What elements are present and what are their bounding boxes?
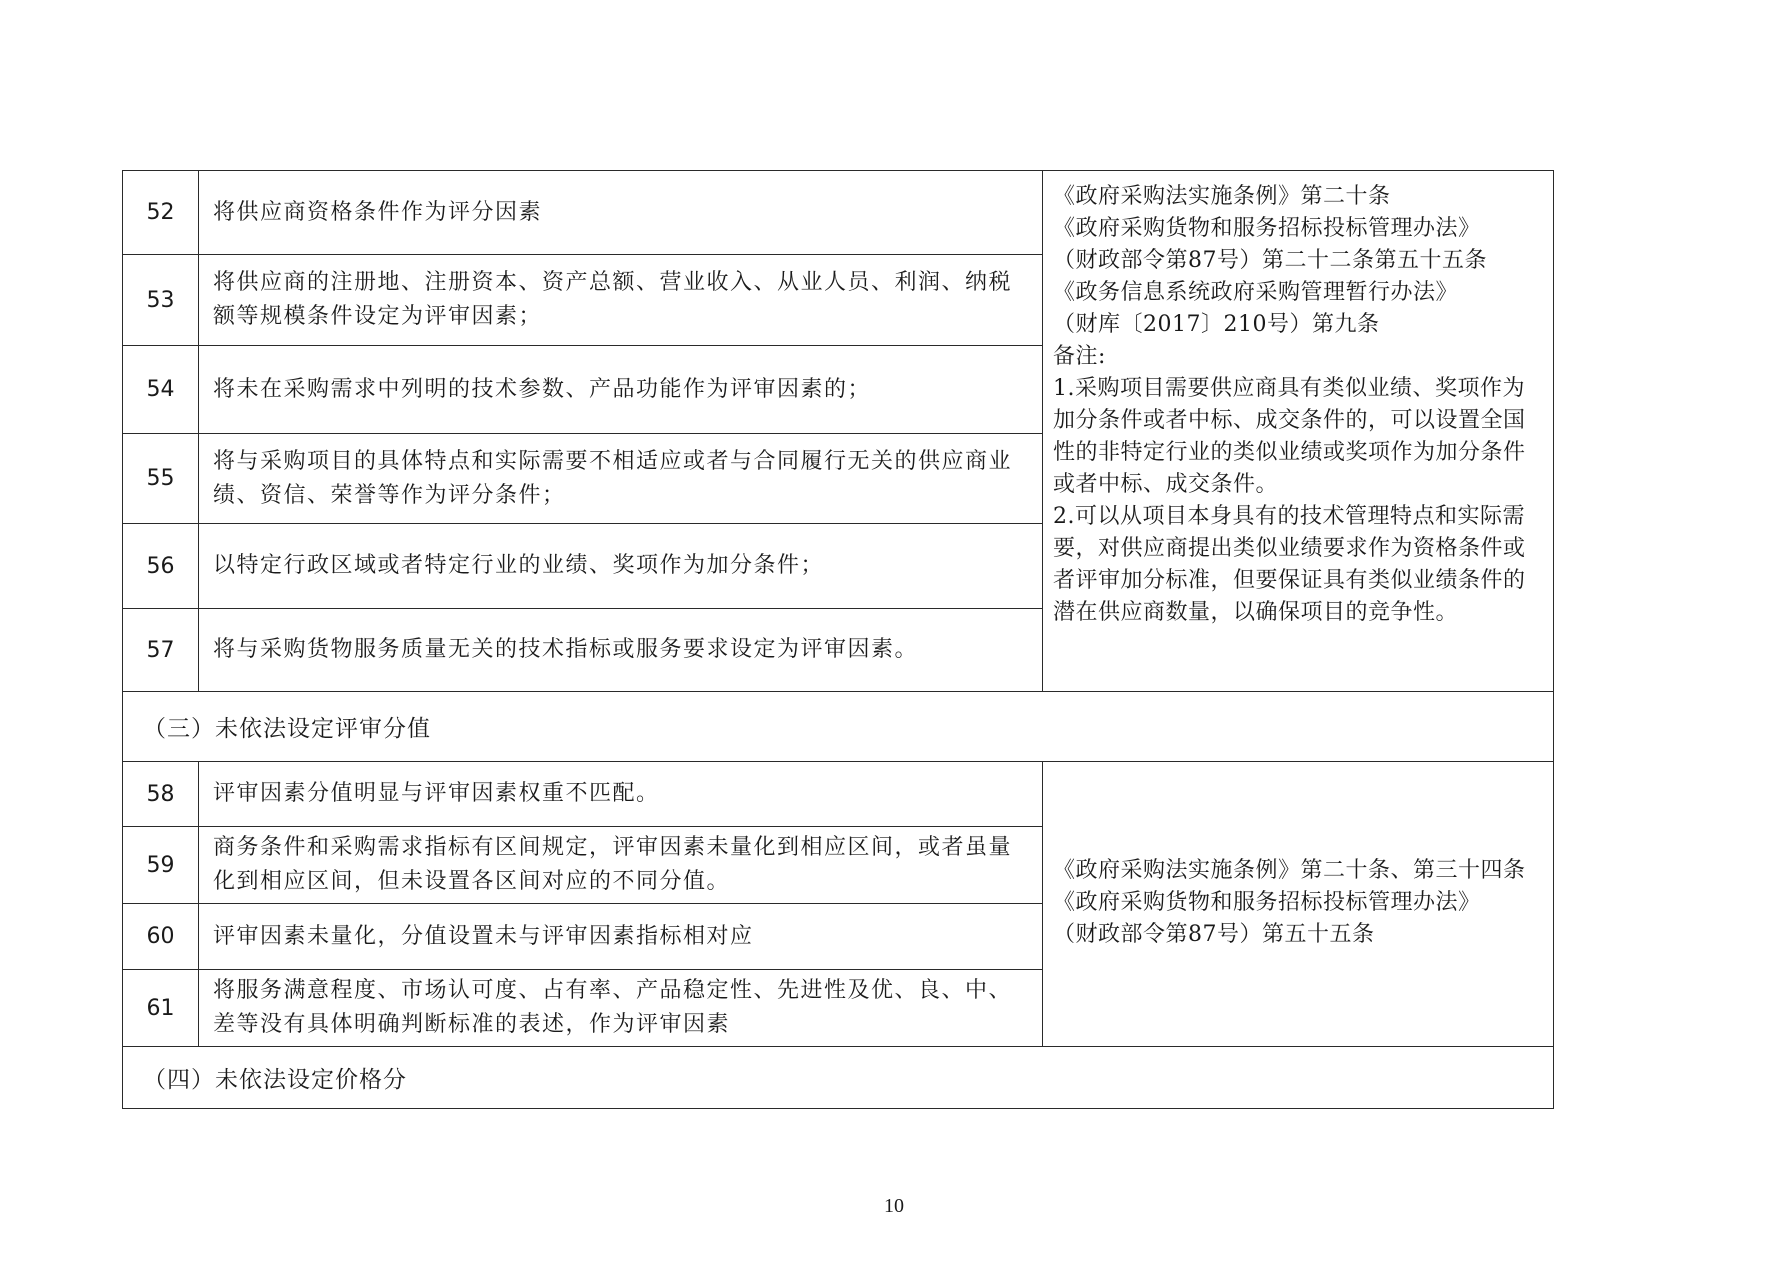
- row-number: 58: [123, 762, 199, 827]
- row-description: 将服务满意程度、市场认可度、占有率、产品稳定性、先进性及优、良、中、差等没有具体明确判断标准的表述，作为评审因素: [199, 970, 1043, 1047]
- section-row: [123, 692, 1554, 762]
- remark-item: 2.可以从项目本身具有的技术管理特点和实际需要，对供应商提出类似业绩要求作为资格条件或者评审加分标准，但要保证具有类似业绩条件的潜在供应商数量，以确保项目的竞争性。: [1053, 504, 1526, 625]
- row-description: 将供应商资格条件作为评分因素: [199, 171, 1043, 255]
- row-description: 将与采购货物服务质量无关的技术指标或服务要求设定为评审因素。: [199, 609, 1043, 692]
- table-row: [123, 171, 1554, 255]
- basis-line: 《政府采购货物和服务招标投标管理办法》: [1053, 216, 1481, 241]
- remark-item: 1.采购项目需要供应商具有类似业绩、奖项作为加分条件或者中标、成交条件的，可以设置全国性的非特定行业的类似业绩或奖项作为加分条件或者中标、成交条件。: [1053, 376, 1526, 497]
- row-description: 评审因素分值明显与评审因素权重不匹配。: [199, 762, 1043, 827]
- legal-basis-cell: [1043, 171, 1554, 692]
- row-description: 将未在采购需求中列明的技术参数、产品功能作为评审因素的；: [199, 346, 1043, 434]
- row-description: 商务条件和采购需求指标有区间规定，评审因素未量化到相应区间，或者虽量化到相应区间，但未设置各区间对应的不同分值。: [199, 827, 1043, 904]
- row-description: 将与采购项目的具体特点和实际需要不相适应或者与合同履行无关的供应商业绩、资信、荣誉等作为评分条件；: [199, 434, 1043, 524]
- row-description: 以特定行政区域或者特定行业的业绩、奖项作为加分条件；: [199, 524, 1043, 609]
- basis-line: （财政部令第87号）第五十五条: [1053, 922, 1375, 947]
- basis-line: 《政府采购法实施条例》第二十条、第三十四条: [1053, 858, 1526, 883]
- remarks-heading: 备注:: [1053, 344, 1106, 369]
- row-number: 54: [123, 346, 199, 434]
- table-row: [123, 762, 1554, 827]
- section-heading: （四）未依法设定价格分: [123, 1047, 1554, 1109]
- basis-line: （财库〔2017〕210号）第九条: [1053, 312, 1380, 337]
- row-number: 57: [123, 609, 199, 692]
- section-row: [123, 1047, 1554, 1109]
- row-number: 56: [123, 524, 199, 609]
- row-number: 55: [123, 434, 199, 524]
- row-number: 52: [123, 171, 199, 255]
- basis-line: 《政府采购法实施条例》第二十条: [1053, 184, 1391, 209]
- page-number: 10: [884, 1195, 904, 1217]
- row-description: 评审因素未量化，分值设置未与评审因素指标相对应: [199, 904, 1043, 970]
- row-number: 60: [123, 904, 199, 970]
- basis-line: （财政部令第87号）第二十二条第五十五条: [1053, 248, 1487, 273]
- regulation-table: [122, 170, 1554, 1109]
- row-number: 59: [123, 827, 199, 904]
- row-description: 将供应商的注册地、注册资本、资产总额、营业收入、从业人员、利润、纳税额等规模条件设定为评审因素；: [199, 255, 1043, 346]
- row-number: 61: [123, 970, 199, 1047]
- basis-line: 《政府采购货物和服务招标投标管理办法》: [1053, 890, 1481, 915]
- basis-line: 《政务信息系统政府采购管理暂行办法》: [1053, 280, 1459, 305]
- row-number: 53: [123, 255, 199, 346]
- section-heading: （三）未依法设定评审分值: [123, 692, 1554, 762]
- legal-basis-cell: [1043, 762, 1554, 1047]
